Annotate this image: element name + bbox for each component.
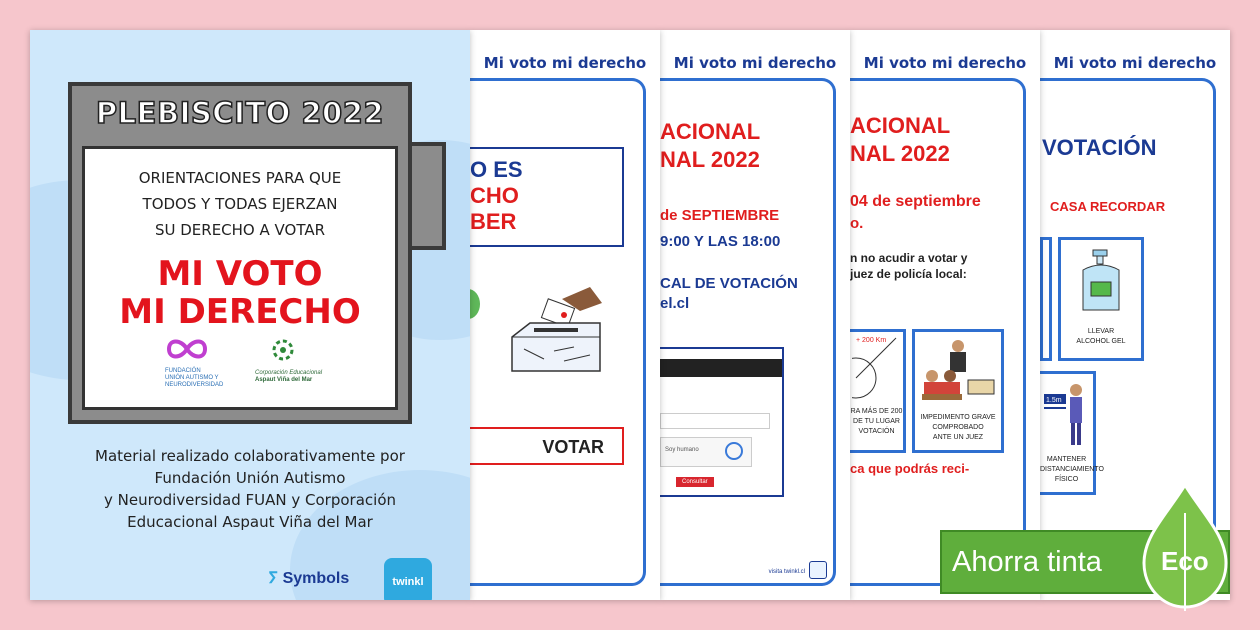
eco-label: Ahorra tinta [952, 546, 1102, 578]
ballot-paper [82, 146, 398, 410]
subheading: CASA RECORDAR [1050, 199, 1166, 214]
cover-sheet [30, 30, 470, 600]
logo-text-line: NEURODIVERSIDAD [165, 382, 224, 388]
info-line: juez de policía local: [850, 267, 967, 281]
logo-text-line: UNIÓN AUTISMO Y [165, 375, 219, 381]
credit-line: Educacional Aspaut Viña del Mar [127, 513, 373, 531]
ballot-box [68, 82, 412, 424]
worksheet-1 [470, 30, 660, 600]
date-line: 04 de septiembre [850, 193, 981, 210]
fuan-logo [165, 339, 225, 389]
card-label: IMPEDIMENTO GRAVE [920, 414, 996, 421]
cover-headline [85, 255, 395, 331]
cover-title: PLEBISCITO 2022 [95, 96, 385, 130]
twinkl-mini-logo [809, 561, 827, 579]
partner-logos [85, 339, 395, 388]
twinkl-logo [384, 558, 432, 600]
sheet-frame [470, 78, 646, 586]
card-label: ANTE UN JUEZ [932, 434, 984, 441]
logo-text-line: FUNDACIÓN [165, 368, 201, 374]
sheet-header: Mi voto mi derecho [863, 54, 1027, 72]
url-line: el.cl [660, 295, 690, 312]
sheet-header: Mi voto mi derecho [673, 54, 837, 72]
logo-text-line: Aspaut Viña del Mar [255, 377, 313, 383]
card-partial [1040, 237, 1052, 361]
title-line: BER [470, 209, 517, 234]
card-impediment [912, 329, 1004, 453]
hand-sanitizer-icon [1071, 248, 1131, 316]
symbols-logo [268, 568, 349, 588]
aspaut-logo [255, 339, 345, 384]
cover-credit [30, 445, 470, 533]
card-label: COMPROBADO [932, 424, 984, 431]
card-label: MANTENER [1046, 456, 1087, 463]
km-label: + 200 Km [855, 337, 886, 344]
credit-line: y Neurodiversidad FUAN y Corporación [103, 491, 397, 509]
card-label: VOTACIÓN [858, 428, 895, 435]
sheet-frame [850, 78, 1026, 586]
headline-line: MI VOTO [157, 254, 323, 294]
title-line: CHO [470, 183, 519, 208]
card-label: ALCOHOL GEL [1076, 338, 1126, 345]
title-line: O ES [470, 157, 523, 182]
card-distance [850, 329, 906, 453]
card-label: DISTANCIAMIENTO [1040, 466, 1104, 473]
headline-line: MI DERECHO [119, 292, 361, 332]
infinity-icon [165, 339, 209, 359]
date-line: o. [850, 215, 864, 232]
orientation-line: SU DERECHO A VOTAR [154, 221, 326, 239]
distancing-icon [1042, 380, 1092, 450]
card-label: RA MÁS DE 200 [850, 408, 903, 415]
bottom-note: ca que podrás reci- [850, 461, 970, 476]
distance-label: 1.5m [1045, 397, 1062, 404]
worksheet-2 [660, 30, 850, 600]
card-distancing [1040, 371, 1104, 495]
captcha-box[interactable] [660, 437, 752, 467]
eco-badge-text: Eco [1161, 546, 1209, 576]
vote-label: VOTAR [542, 437, 604, 457]
ballot-box-icon [504, 281, 608, 391]
form-input[interactable] [660, 413, 770, 429]
form-header-bar [660, 359, 782, 377]
web-form [660, 347, 784, 497]
credit-line: Fundación Unión Autismo [154, 469, 346, 487]
heading-line: NAL 2022 [660, 147, 760, 172]
sheet-header: Mi voto mi derecho [483, 54, 647, 72]
place-line: CAL DE VOTACIÓN [660, 275, 798, 292]
green-circle-icon [470, 289, 480, 319]
sheet-header: Mi voto mi derecho [1053, 54, 1217, 72]
time-line: 9:00 Y LAS 18:00 [660, 233, 781, 250]
sheet-frame [660, 78, 836, 586]
footer-link[interactable]: visita twinkl.cl [768, 569, 805, 575]
twinkl-label: twinkl [392, 576, 424, 588]
symbols-icon: ⵢ [268, 570, 279, 587]
logo-text-line: Corporación Educacional [255, 370, 323, 376]
heading-line: NAL 2022 [850, 141, 950, 166]
card-alcohol-gel [1058, 237, 1144, 361]
captcha-label: Soy humano [665, 447, 699, 453]
card-label: FÍSICO [1054, 476, 1079, 483]
recaptcha-icon [725, 442, 743, 460]
date-line: de SEPTIEMBRE [660, 207, 780, 224]
vote-button[interactable] [470, 427, 624, 465]
info-line: n no acudir a votar y [850, 251, 968, 265]
distance-map-icon [852, 332, 902, 402]
title-box [470, 147, 624, 247]
heading-line: ACIONAL [660, 119, 761, 144]
worksheet-3 [850, 30, 1040, 600]
ballot-box-slot [412, 142, 446, 250]
judge-icon [918, 336, 998, 408]
card-label: DE TU LUGAR [853, 418, 900, 425]
orientation-text [85, 165, 395, 243]
leaf-emblem-icon [271, 339, 295, 361]
symbols-label: Symbols [282, 570, 350, 587]
card-label: LLEVAR [1087, 328, 1115, 335]
consult-button[interactable]: Consultar [676, 477, 714, 487]
orientation-line: TODOS Y TODAS EJERZAN [142, 195, 338, 213]
heading-line: ACIONAL [850, 113, 951, 138]
credit-line: Material realizado colaborativamente por [95, 447, 405, 465]
orientation-line: ORIENTACIONES PARA QUE [138, 169, 342, 187]
heading: VOTACIÓN [1042, 135, 1157, 160]
